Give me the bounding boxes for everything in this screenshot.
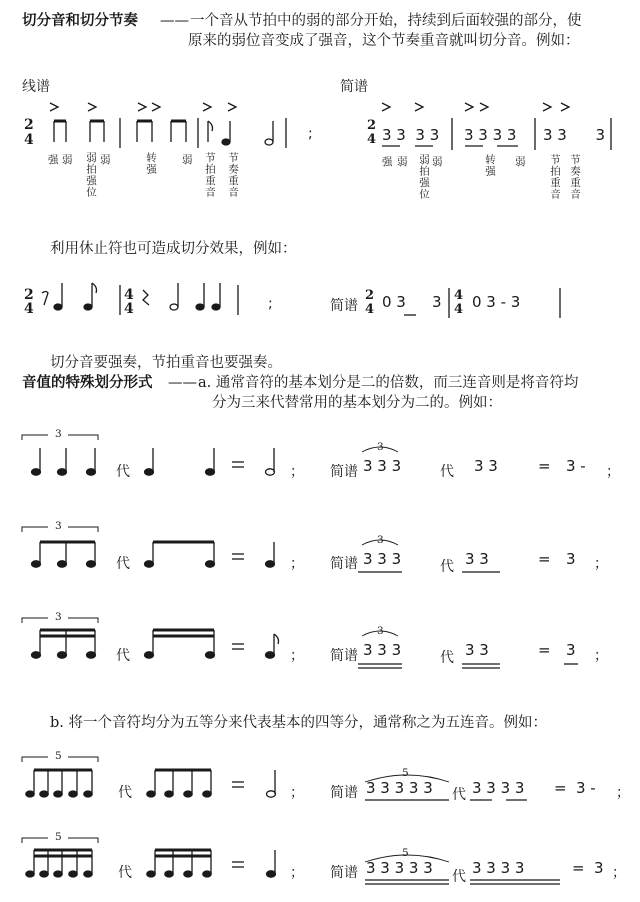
- svg-text:2: 2: [24, 287, 34, 303]
- jp-quintuplet-number: 5: [402, 847, 409, 859]
- beat-word-weak-beat-strong-position: 弱拍强位: [85, 152, 97, 198]
- replace-label: 代: [116, 556, 130, 572]
- jp-beat-word-ruo: 弱: [397, 156, 408, 168]
- rest-syncopation-text: 利用休止符也可造成切分效果，例如：: [50, 241, 297, 257]
- semicolon: ；: [290, 785, 304, 801]
- semicolon: ；: [594, 648, 608, 664]
- syncopation-heading: 切分音和切分节奏: [22, 13, 138, 29]
- jianpu-quintuplet-group: 3 3 3 3 3: [366, 859, 433, 877]
- beat-word-ruo: 弱: [62, 154, 73, 166]
- replace-label: 代: [116, 464, 130, 480]
- quintuplet-definition: b. 将一个音符均分为五等分来代表基本的四等分，通常称之为五连音。例如：: [50, 715, 547, 731]
- jianpu-triplet-group: 3 3 3: [363, 457, 402, 475]
- jp-quintuplet-number: 5: [402, 767, 409, 779]
- jianpu-triplet-group: 3 3 3: [363, 550, 402, 568]
- jianpu-replace: 3 3: [465, 550, 489, 568]
- jianpu-result: 3: [566, 641, 576, 659]
- jp-beat-word-metric-accent: 节拍重音: [549, 154, 561, 200]
- semicolon: ；: [290, 648, 304, 664]
- semicolon: ；: [290, 865, 304, 881]
- replace-label-jp: 代: [452, 787, 466, 803]
- svg-text:;: ;: [268, 296, 273, 312]
- heading-dash: ——: [160, 13, 189, 29]
- jp-beat-word-ruo-3: 弱: [515, 156, 526, 168]
- special-division-heading: 音值的特殊划分形式: [22, 375, 153, 391]
- jianpu-equals: =: [554, 779, 567, 797]
- jianpu-result: 3 -: [576, 779, 596, 797]
- accent-note-text: 切分音要强奏，节拍重音也要强奏。: [50, 355, 282, 371]
- beat-word-ruo-2: 弱: [100, 154, 111, 166]
- semicolon: ；: [606, 464, 620, 480]
- jp-triplet-number: 3: [377, 625, 384, 637]
- syncopation-definition-line1: 一个音从节拍中的弱的部分开始，持续到后面较强的部分，使: [190, 13, 582, 29]
- jp-beat-word-qiang: 强: [382, 156, 393, 168]
- jianpu-rest-left: 0 3: [382, 293, 406, 311]
- jianpu-replace: 3 3 3 3: [472, 859, 525, 877]
- triplet-number: 3: [55, 428, 62, 440]
- jp-triplet-number: 3: [377, 441, 384, 453]
- svg-text:4: 4: [454, 302, 464, 317]
- jianpu-prefix: 简谱: [330, 785, 358, 801]
- jianpu-notes-1: 3 3 3 3: [382, 126, 440, 144]
- triplet-number: 3: [55, 520, 62, 532]
- jianpu-prefix: 简谱: [330, 464, 358, 480]
- svg-text:2: 2: [367, 118, 377, 133]
- triplet-number: 3: [55, 611, 62, 623]
- jianpu-replace: 3 3 3 3: [472, 779, 525, 797]
- svg-text:4: 4: [24, 132, 34, 148]
- triplet-definition-line2: 分为三来代替常用的基本划分为二的。例如：: [212, 395, 502, 411]
- semicolon: ；: [594, 556, 608, 572]
- jianpu-replace: 3 3: [465, 641, 489, 659]
- svg-text:4: 4: [367, 132, 377, 147]
- jianpu-equals: =: [538, 641, 551, 659]
- semicolon: ；: [290, 464, 304, 480]
- jp-beat-word-ruo-2: 弱: [432, 156, 443, 168]
- jianpu-rest-right: 0 3 - 3: [472, 293, 521, 311]
- replace-label: 代: [118, 785, 132, 801]
- quintuplet-number: 5: [55, 831, 62, 843]
- replace-label: 代: [116, 648, 130, 664]
- jp-beat-word-rhythmic-accent: 节奏重音: [569, 154, 581, 200]
- replace-label-jp: 代: [440, 650, 454, 666]
- replace-label: 代: [118, 865, 132, 881]
- svg-text:4: 4: [24, 301, 34, 317]
- jianpu-equals: =: [572, 859, 585, 877]
- quintuplet-number: 5: [55, 750, 62, 762]
- replace-label-jp: 代: [440, 464, 454, 480]
- beat-word-metric-accent: 节拍重音: [204, 152, 216, 198]
- jianpu-rest-3: 3: [432, 293, 442, 311]
- svg-text:4: 4: [124, 301, 134, 317]
- jianpu-equals: =: [538, 550, 551, 568]
- beat-word-qiang: 强: [48, 154, 59, 166]
- jp-triplet-number: 3: [377, 534, 384, 546]
- jp-beat-word-weak-beat-strong-position: 弱拍强位: [418, 154, 430, 200]
- semicolon: ；: [616, 785, 630, 801]
- heading-dash-2: ——: [168, 375, 197, 391]
- svg-text:4: 4: [365, 302, 375, 317]
- svg-text:4: 4: [454, 288, 464, 303]
- beat-word-ruo-3: 弱: [182, 154, 193, 166]
- jianpu-prefix: 简谱: [330, 865, 358, 881]
- semicolon: ；: [290, 556, 304, 572]
- jianpu-notes-2: 3 3 3 3: [464, 126, 517, 144]
- jp-beat-word-turn-strong: 转强: [484, 154, 496, 177]
- triplet-definition-line1: a. 通常音符的基本划分是二的倍数，而三连音则是将音符均: [198, 375, 579, 391]
- jianpu-replace: 3 3: [474, 457, 498, 475]
- replace-label-jp: 代: [452, 869, 466, 885]
- jianpu-notes-3: 3 3 3: [543, 126, 606, 144]
- beat-word-rhythmic-accent: 节奏重音: [227, 152, 239, 198]
- jianpu-result: 3: [566, 550, 576, 568]
- syncopation-definition-line2: 原来的弱位音变成了强音，这个节奏重音就叫切分音。例如：: [188, 33, 580, 49]
- beat-word-turn-strong: 转强: [145, 152, 157, 175]
- jianpu-result: 3: [594, 859, 604, 877]
- svg-text:4: 4: [124, 287, 134, 303]
- svg-text:2: 2: [365, 288, 375, 303]
- replace-label-jp: 代: [440, 559, 454, 575]
- jianpu-prefix: 简谱: [330, 556, 358, 572]
- semicolon: ；: [612, 865, 626, 881]
- jianpu-equals: =: [538, 457, 551, 475]
- jianpu-label: 简谱: [340, 79, 368, 95]
- jianpu-result: 3 -: [566, 457, 586, 475]
- jianpu-triplet-group: 3 3 3: [363, 641, 402, 659]
- svg-text:;: ;: [308, 126, 313, 142]
- jianpu-prefix: 简谱: [330, 648, 358, 664]
- jianpu-quintuplet-group: 3 3 3 3 3: [366, 779, 433, 797]
- jianpu-prefix-rest: 简谱: [330, 298, 358, 314]
- svg-text:2: 2: [24, 117, 34, 133]
- staff-notation-label: 线谱: [22, 79, 50, 95]
